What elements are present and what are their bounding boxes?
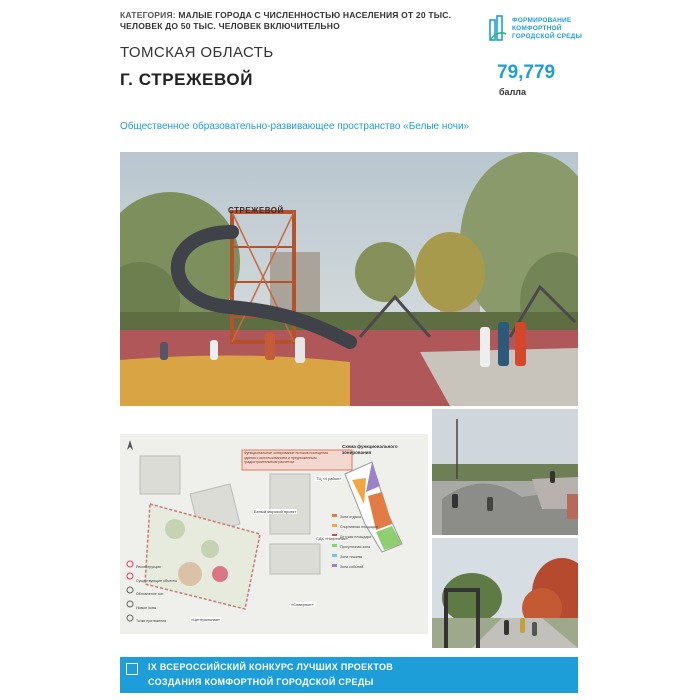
banner-line-2: СОЗДАНИЯ КОМФОРТНОЙ ГОРОДСКОЙ СРЕДЫ — [148, 677, 374, 687]
scheme-legend-item: Прогулочная зона — [340, 545, 371, 549]
callout-line-3: градостроительным расчетом — [244, 460, 294, 465]
scheme-title-line-2: зонирования — [342, 449, 372, 455]
plan-label: «Северное» — [291, 602, 314, 607]
hero-render-image — [120, 152, 578, 406]
promenade-render-image — [432, 538, 578, 648]
scheme-legend-item: Детская площадка — [340, 535, 372, 539]
scheme-legend-item: Спортивная площадка — [340, 525, 378, 529]
site-legend-item: Существующие объекты — [136, 578, 178, 583]
project-title: Общественное образовательно-развивающее пространство «Белые ночи» — [120, 121, 470, 132]
plan-label: «Центральная» — [191, 617, 221, 622]
master-plan-image — [120, 434, 428, 634]
banner-line-1: IX ВСЕРОССИЙСКИЙ КОНКУРС ЛУЧШИХ ПРОЕКТОВ — [148, 662, 394, 672]
plan-label: ТЦ «4 район» — [316, 476, 342, 481]
plan-label: СДК «Нефтяник» — [316, 536, 348, 541]
promenade-illustration — [432, 538, 578, 648]
callout-line-2: здания с использованием и предложенным — [244, 455, 317, 460]
scheme-legend-item: Зона отдыха — [340, 515, 362, 519]
skatepark-illustration — [432, 409, 578, 535]
logo-line-3: ГОРОДСКОЙ СРЕДЫ — [512, 33, 583, 40]
score-unit: балла — [499, 87, 527, 97]
logo-line-1: ФОРМИРОВАНИЕ — [512, 17, 572, 24]
category-text — [120, 10, 480, 32]
site-legend-item: Точки притяжения — [136, 619, 167, 623]
competition-banner — [120, 657, 578, 693]
banner-square-icon — [126, 663, 138, 675]
scheme-title-line-1: Схема функционального — [342, 444, 398, 449]
program-logo — [488, 14, 598, 44]
scheme-legend-item: Зона тишины — [340, 555, 363, 559]
tower-sign: СТРЕЖЕВОЙ — [228, 206, 284, 215]
logo-mark-icon — [488, 14, 508, 42]
plan-label: Белый морской проект — [254, 509, 297, 514]
site-legend-item: Новые зоны — [136, 605, 157, 610]
skatepark-render-image — [432, 409, 578, 535]
plan-callout — [244, 451, 352, 465]
scheme-legend — [340, 512, 378, 572]
logo-line-2: КОМФОРТНОЙ — [512, 25, 562, 32]
scheme-legend-item: Зона событий — [340, 565, 364, 569]
region-name: ТОМСКАЯ ОБЛАСТЬ — [120, 44, 274, 61]
category-label: КАТЕГОРИЯ: — [120, 10, 176, 20]
site-legend — [136, 561, 177, 629]
category-value: МАЛЫЕ ГОРОДА С ЧИСЛЕННОСТЬЮ НАСЕЛЕНИЯ ОТ 20 ТЫС. ЧЕЛОВЕК ДО 50 ТЫС. ЧЕЛОВЕК ВКЛЮЧИТЕЛЬНО — [120, 10, 452, 31]
site-legend-item: Обновление зон — [136, 592, 164, 596]
callout-line-1: Функциональное зонирование потоков посещения — [244, 451, 329, 455]
site-legend-item: Реконструкция — [136, 565, 161, 569]
city-name: Г. СТРЕЖЕВОЙ — [120, 70, 254, 89]
logo-text — [512, 17, 582, 41]
score-value: 79,779 — [497, 62, 556, 83]
hero-illustration — [120, 152, 578, 406]
